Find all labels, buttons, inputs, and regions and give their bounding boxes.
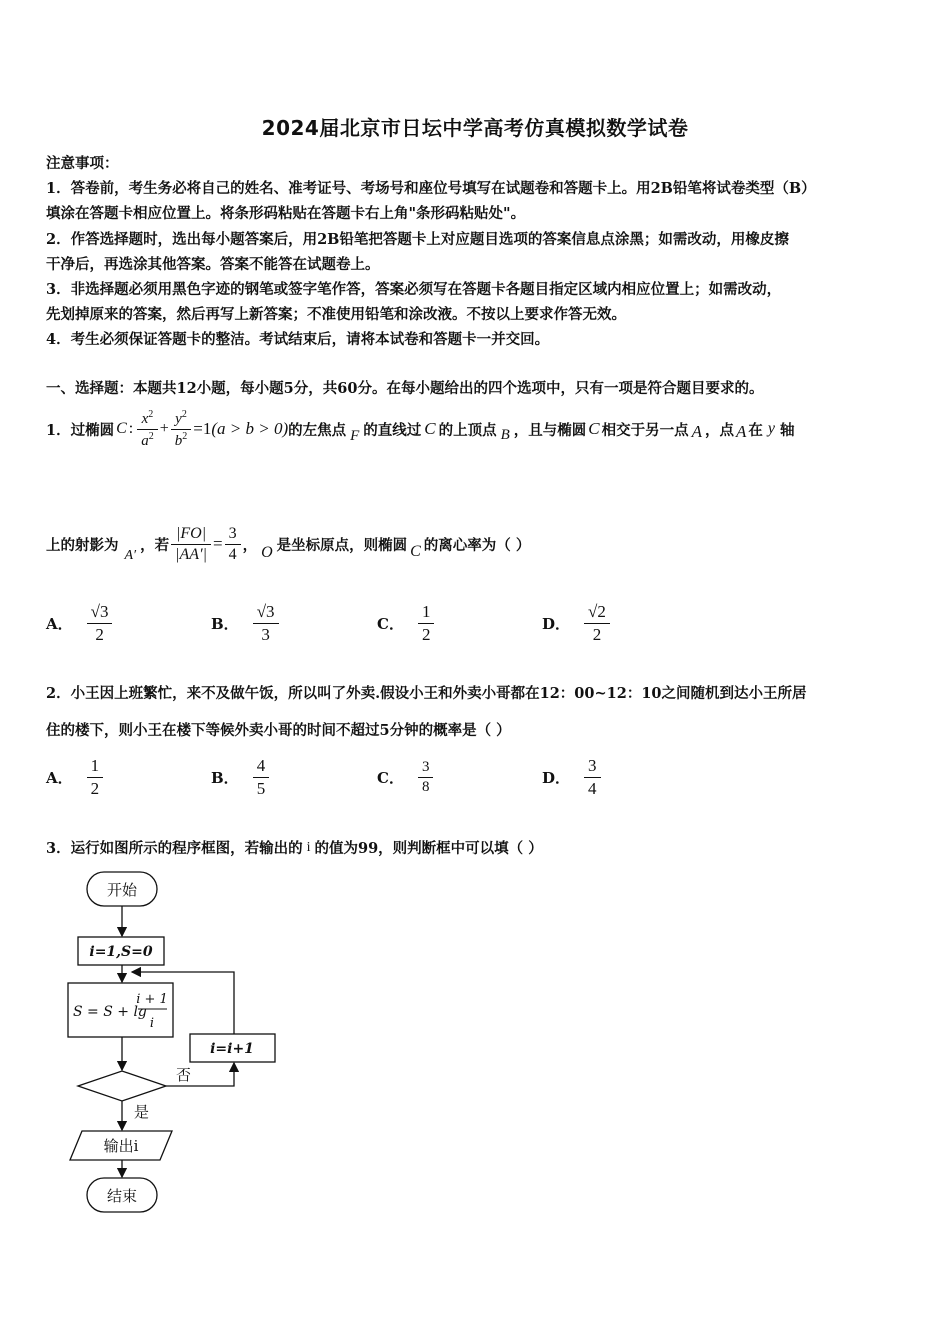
axis-y: y [767, 420, 776, 437]
q1-text: 的左焦点 [288, 421, 347, 439]
notice-line: 3．非选择题必须用黑色字迹的钢笔或签字笔作答，答案必须写在答题卡各题目指定区域内相应位置上；如需改动， [46, 281, 782, 298]
notice-line: 先划掉原来的答案，然后再写上新答案；不准使用铅笔和涂改液。不按以上要求作答无效。 [46, 306, 626, 323]
q1-option-d[interactable]: D． $\frac{√2}{2}$ [542, 598, 612, 648]
point-A: A [736, 422, 747, 441]
q1-option-c[interactable]: C． $\frac{1}{2}$ [377, 598, 436, 648]
option-fraction: $\frac{3}{4}$ [584, 756, 601, 799]
q1-text: 相交于另一点 [601, 421, 689, 439]
flow-yes-label: 是 [134, 1103, 150, 1121]
q1-text: ，点 [705, 421, 735, 439]
option-fraction: $\frac{4}{5}$ [253, 756, 270, 799]
ratio-equals: = [212, 534, 223, 553]
q1-text: 上的射影为 [46, 536, 119, 554]
q1-text: 在 [748, 421, 763, 439]
ellipse-C: C [424, 419, 436, 438]
q2-option-c[interactable]: C． $\frac{3}{8}$ [377, 752, 435, 802]
point-B: B [500, 426, 510, 443]
ellipse-colon: : [128, 420, 134, 437]
ellipse-x-fraction: $\frac{x^2}{a^2}$ [137, 409, 158, 450]
variable-i: i [306, 839, 311, 855]
flowchart [60, 864, 290, 1224]
q1-text: 的离心率为（ ） [423, 536, 531, 554]
question-2-line-1: 2．小王因上班繁忙，来不及做午饭，所以叫了外卖.假设小王和外卖小哥都在12：00~12：10之间随机到达小王所居 [46, 685, 807, 702]
q1-text: 是坐标原点，则椭圆 [276, 536, 408, 554]
q2-option-a[interactable]: A． $\frac{1}{2}$ [46, 752, 105, 802]
ellipse-condition: (a > b > 0) [211, 419, 289, 438]
question-3: 3．运行如图所示的程序框图，若输出的 i 的值为99，则判断框中可以填（ ） [46, 839, 543, 857]
ellipse-label: C [116, 420, 127, 437]
section-heading: 一、选择题：本题共12小题，每小题5分，共60分。在每小题给出的四个选项中，只有一项是符合题目要求的。 [46, 380, 764, 397]
q1-text: ， [242, 536, 258, 554]
ellipse-C: C [588, 419, 600, 438]
notice-line: 4．考生必须保证答题卡的整洁。考试结束后，请将本试卷和答题卡一并交回。 [46, 331, 550, 348]
flow-no-label: 否 [176, 1066, 192, 1084]
option-fraction: $\frac{√2}{2}$ [584, 602, 610, 645]
option-fraction: $\frac{1}{2}$ [418, 602, 435, 645]
point-A-prime: A′ [124, 548, 137, 563]
option-fraction: $\frac{1}{2}$ [87, 756, 104, 799]
option-fraction: $\frac{√3}{3}$ [253, 602, 279, 645]
notice-line: 填涂在答题卡相应位置上。将条形码粘贴在答题卡右上角"条形码粘贴处"。 [46, 205, 526, 222]
flow-output-label: 输出i [103, 1137, 139, 1155]
q1-text: 轴 [780, 421, 795, 439]
flow-start-label: 开始 [106, 881, 138, 899]
flow-decision-node [78, 1071, 166, 1101]
flow-end-label: 结束 [106, 1187, 138, 1205]
q2-option-d[interactable]: D． $\frac{3}{4}$ [542, 752, 603, 802]
flow-incr-label: i=i+1 [210, 1041, 254, 1057]
point-A: A [691, 422, 703, 441]
plus-sign: + [159, 420, 169, 437]
ellipse-C: C [410, 543, 421, 560]
ratio-value: $\frac{3}{4}$ [225, 525, 241, 564]
equals-one: =1 [193, 419, 212, 438]
notice-heading: 注意事项： [46, 155, 119, 172]
q1-text: ，若 [140, 536, 170, 554]
notice-line: 干净后，再选涂其他答案。答案不能答在试题卷上。 [46, 256, 380, 273]
flow-init-label: i=1,S=0 [89, 944, 153, 960]
q1-text: ，且与椭圆 [513, 421, 587, 439]
flow-assign-numerator: i + 1 [136, 992, 168, 1007]
notice-line: 1．答卷前，考生务必将自己的姓名、准考证号、考场号和座位号填写在试题卷和答题卡上。用2B铅笔将试卷类型（B） [46, 180, 816, 197]
notice-line: 2．作答选择题时，选出每小题答案后，用2B铅笔把答题卡上对应题目选项的答案信息点涂黑；如需改动，用橡皮擦 [46, 231, 789, 248]
origin-O: O [261, 544, 273, 561]
ratio-fraction: $\frac{|FO|}{|AA'|}$ [171, 525, 211, 564]
q1-text: 1．过椭圆 [46, 421, 115, 439]
ellipse-y-fraction: $\frac{y^2}{b^2}$ [171, 409, 192, 450]
q1-option-b[interactable]: B． $\frac{√3}{3}$ [211, 598, 281, 648]
q1-text: 的直线过 [363, 421, 422, 439]
q1-text: 的上顶点 [438, 421, 497, 439]
question-2-line-2: 住的楼下，则小王在楼下等候外卖小哥的时间不超过5分钟的概率是（ ） [46, 722, 511, 739]
page-title: 2024届北京市日坛中学高考仿真模拟数学试卷 [261, 116, 689, 140]
flow-assign-denominator: i [149, 1016, 155, 1031]
flow-assign-label: S = S + lg [73, 1004, 147, 1020]
q2-option-b[interactable]: B． $\frac{4}{5}$ [211, 752, 271, 802]
option-fraction: $\frac{√3}{2}$ [87, 602, 113, 645]
point-F: F [350, 427, 360, 444]
q1-option-a[interactable]: A． $\frac{√3}{2}$ [46, 598, 114, 648]
option-fraction: $\frac{3}{8}$ [418, 759, 434, 796]
question-1-line-1 [46, 404, 795, 454]
question-1-line-2 [46, 512, 530, 576]
